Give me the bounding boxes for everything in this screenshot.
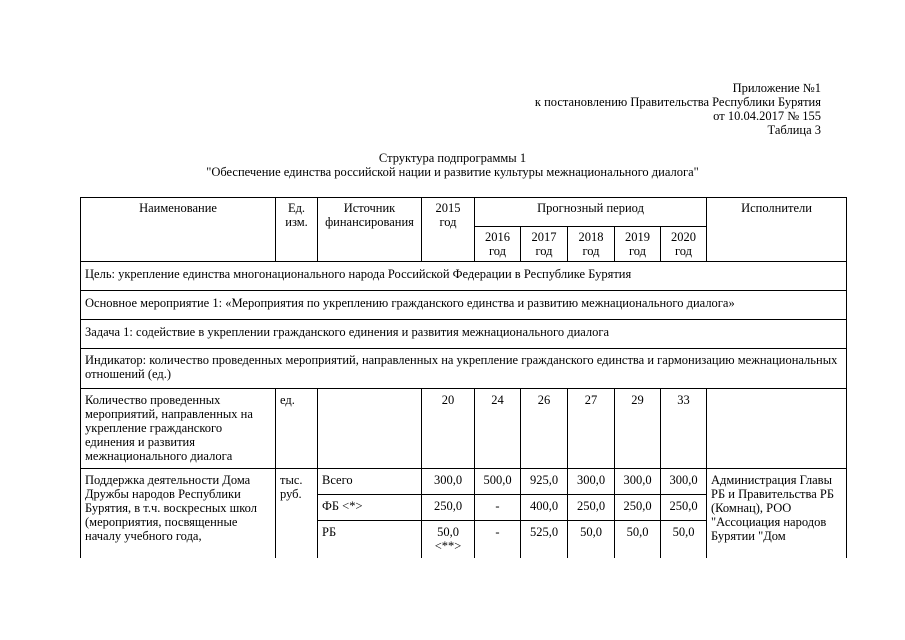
header-2019: 2019 год: [615, 227, 661, 262]
main-event-row: [81, 291, 847, 320]
header-name: Наименование: [81, 198, 276, 262]
document-title: [0, 151, 905, 179]
qty-2019: 29: [615, 389, 661, 469]
indicator-text: Индикатор: количество проведенных мероприятий, направленных на укрепление гражданского единства и гармонизацию межнациональных отношений (ед.): [81, 349, 847, 389]
main-event-text: Основное мероприятие 1: «Мероприятия по укреплению гражданского единства и развитию межнационального диалога»: [81, 291, 847, 320]
appendix-header: [535, 81, 821, 137]
support-fb-2020: 250,0: [661, 495, 707, 521]
header-2020: 2020 год: [661, 227, 707, 262]
support-source-fb: ФБ <*>: [318, 495, 422, 521]
support-fb-2019: 250,0: [615, 495, 661, 521]
qty-executors: [707, 389, 847, 469]
support-fb-2016: -: [475, 495, 521, 521]
header-2016: 2016 год: [475, 227, 521, 262]
appendix-decree: к постановлению Правительства Республики Бурятия: [534, 95, 821, 109]
qty-source: [318, 389, 422, 469]
appendix-date: от 10.04.2017 № 155: [713, 109, 821, 123]
qty-2015: 20: [422, 389, 475, 469]
header-forecast: Прогнозный период: [475, 198, 707, 227]
table-row: [81, 389, 847, 469]
support-executors: Администрация Главы РБ и Правительства РБ (Комнац), РОО "Ассоциация народов Бурятии "Дом: [707, 469, 847, 559]
support-rb-2015: 50,0 <**>: [422, 521, 475, 559]
support-total-2016: 500,0: [475, 469, 521, 495]
subprogram-structure-table: [80, 197, 847, 558]
support-rb-2018: 50,0: [568, 521, 615, 559]
support-fb-2015: 250,0: [422, 495, 475, 521]
task-text: Задача 1: содействие в укреплении гражданского единения и развития межнационального диалога: [81, 320, 847, 349]
appendix-number: Приложение №1: [732, 81, 821, 95]
support-unit: тыс. руб.: [276, 469, 318, 559]
support-rb-2020: 50,0: [661, 521, 707, 559]
table-number: Таблица 3: [767, 123, 821, 137]
header-source: Источник финансирования: [318, 198, 422, 262]
support-total-2015: 300,0: [422, 469, 475, 495]
header-unit: Ед. изм.: [276, 198, 318, 262]
support-fb-2017: 400,0: [521, 495, 568, 521]
qty-name: Количество проведенных мероприятий, направленных на укрепление гражданского единения и развития межнационального диалога: [81, 389, 276, 469]
support-total-2020: 300,0: [661, 469, 707, 495]
indicator-row: [81, 349, 847, 389]
header-2015: 2015 год: [422, 198, 475, 262]
goal-text: Цель: укрепление единства многонационального народа Российской Федерации в Республике Бурятия: [81, 262, 847, 291]
header-executors: Исполнители: [707, 198, 847, 262]
qty-2018: 27: [568, 389, 615, 469]
support-source-total: Всего: [318, 469, 422, 495]
header-2017: 2017 год: [521, 227, 568, 262]
task-row: [81, 320, 847, 349]
qty-2016: 24: [475, 389, 521, 469]
support-rb-2019: 50,0: [615, 521, 661, 559]
header-2018: 2018 год: [568, 227, 615, 262]
support-total-2018: 300,0: [568, 469, 615, 495]
qty-2020: 33: [661, 389, 707, 469]
goal-row: [81, 262, 847, 291]
title-line-2: "Обеспечение единства российской нации и развитие культуры межнационального диалога": [206, 165, 699, 179]
table-row: [81, 469, 847, 495]
support-rb-2017: 525,0: [521, 521, 568, 559]
title-line-1: Структура подпрограммы 1: [378, 151, 527, 165]
support-total-2019: 300,0: [615, 469, 661, 495]
support-total-2017: 925,0: [521, 469, 568, 495]
support-rb-2016: -: [475, 521, 521, 559]
support-name: Поддержка деятельности Дома Дружбы народов Республики Бурятия, в т.ч. воскресных школ (мероприятия, посвященные началу учебного года,: [81, 469, 276, 559]
support-fb-2018: 250,0: [568, 495, 615, 521]
support-source-rb: РБ: [318, 521, 422, 559]
qty-unit: ед.: [276, 389, 318, 469]
qty-2017: 26: [521, 389, 568, 469]
